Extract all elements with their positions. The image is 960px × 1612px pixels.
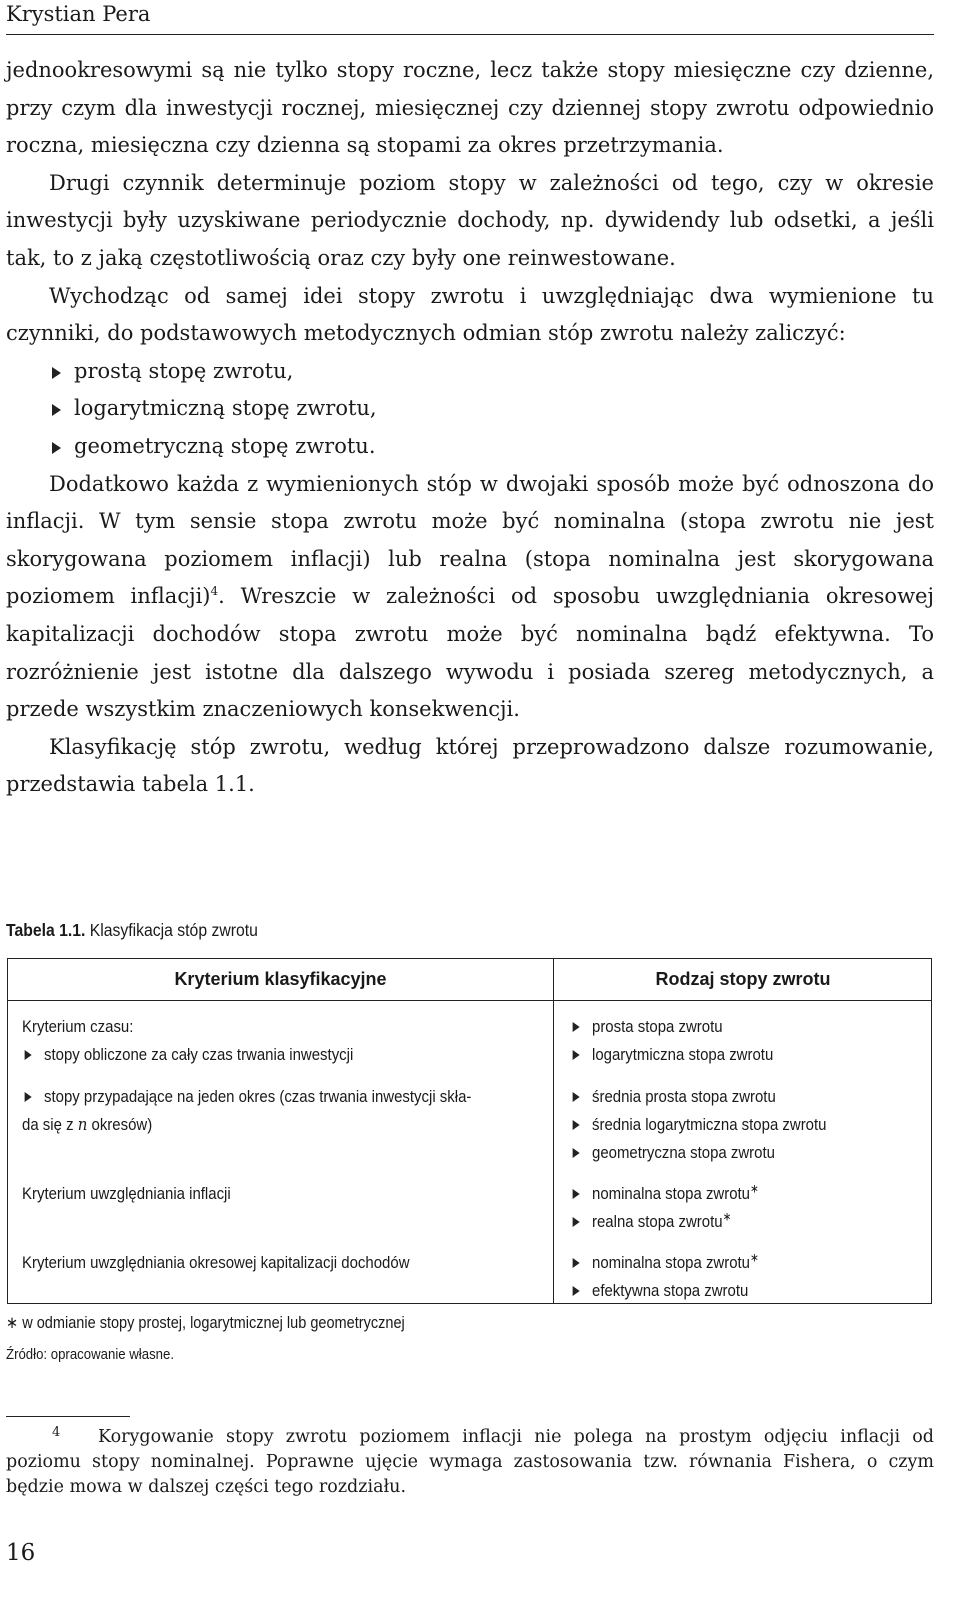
time-item-2-line-2 xyxy=(22,1111,471,1139)
list-item xyxy=(570,1180,759,1208)
cell-rates-per-period xyxy=(570,1083,826,1167)
list-item: geometryczną stopę zwrotu. xyxy=(50,428,934,466)
asterisk-mark: ∗ xyxy=(6,1314,19,1332)
list-item: logarytmiczną stopę zwrotu, xyxy=(50,390,934,428)
list-item: prostą stopę zwrotu, xyxy=(50,353,934,391)
cell-time-criterion-per-period xyxy=(22,1083,471,1139)
time-criterion-list-1 xyxy=(22,1041,353,1069)
table-label: Tabela 1.1. xyxy=(6,920,86,940)
paragraph-2: Drugi czynnik determinuje poziom stopy w zależności od tego, czy w okresie inwestycji były uzyskiwane periodycznie dochody, np. dywidendy lub odsetki, a jeśli tak, to z jaką częstotliwością oraz czy były one reinwestowane. xyxy=(6,170,934,270)
list-item: średnia logarytmiczna stopa zwrotu xyxy=(570,1111,826,1139)
paragraph-5: Klasyfikację stóp zwrotu, według której przeprowadzono dalsze rozumowanie, przedstawia tabela 1.1. xyxy=(6,734,934,797)
table-note-text: w odmianie stopy prostej, logarytmicznej lub geometrycznej xyxy=(22,1314,405,1332)
table-caption xyxy=(6,920,258,941)
header-rule xyxy=(6,34,934,35)
table-note xyxy=(6,1313,405,1333)
list-item: średnia prosta stopa zwrotu xyxy=(570,1083,826,1111)
asterisk-mark: ∗ xyxy=(750,1181,759,1196)
time-criterion-list-2 xyxy=(22,1083,471,1111)
table-header-divider xyxy=(8,1000,931,1001)
paragraph-4 xyxy=(6,466,934,729)
time-item-2-line-1: stopy przypadające na jeden okres (czas trwania inwestycji skła- xyxy=(44,1087,472,1106)
classification-table xyxy=(7,958,932,1304)
footnote xyxy=(6,1420,934,1500)
table-caption-text: Klasyfikacja stóp zwrotu xyxy=(89,920,258,940)
table-header-rate-type: Rodzaj stopy zwrotu xyxy=(655,969,831,989)
cell-inflation-rates xyxy=(570,1180,759,1236)
asterisk-mark: ∗ xyxy=(722,1209,732,1224)
table-header-criterion: Kryterium klasyfikacyjne xyxy=(174,969,387,989)
time-criterion-label: Kryterium czasu: xyxy=(22,1017,134,1036)
cell-time-criterion xyxy=(22,1013,353,1069)
rate-type-list xyxy=(6,353,934,466)
inflation-rates-list xyxy=(570,1180,759,1236)
paragraph-4-part-2: . Wreszcie w zależności od sposobu uwzględniania okresowej kapitalizacji dochodów stopa zwrotu może być nominalna bądź efektywna. To rozróżnienie jest istotne dla dalszego wywodu i posiada szereg metodycznych, a przede wszystkim znaczeniowych konsekwencji. xyxy=(6,584,934,722)
footnote-reference[interactable]: 4 xyxy=(210,584,219,599)
list-item: geometryczna stopa zwrotu xyxy=(570,1139,826,1167)
paragraph-1: jednookresowymi są nie tylko stopy roczne, lecz także stopy miesięczne czy dzienne, przy czym dla inwestycji rocznej, miesięcznej czy dziennej stopy zwrotu odpowiednio roczna, miesięczna czy dzienna są stopami za okres przetrzymania. xyxy=(6,58,934,158)
cell-inflation-criterion: Kryterium uwzględniania inflacji xyxy=(22,1184,231,1203)
rates-whole-period-list xyxy=(570,1013,773,1069)
list-item: stopy obliczone za cały czas trwania inwestycji xyxy=(22,1041,353,1069)
running-header-author: Krystian Pera xyxy=(6,2,151,26)
variable-n: n xyxy=(77,1115,88,1135)
rates-per-period-list xyxy=(570,1083,826,1167)
rate-name: realna stopa zwrotu xyxy=(592,1212,723,1231)
list-item: efektywna stopa zwrotu xyxy=(570,1277,759,1305)
cell-rates-whole-period xyxy=(570,1013,773,1069)
footnote-text: Korygowanie stopy zwrotu poziomem inflacji nie polega na prostym odjęciu inflacji od poziomu stopy nominalnej. Poprawne ujęcie wymaga zastosowania tzw. równania Fishera, o czym będzie mowa w dalszej części tego rozdziału. xyxy=(6,1427,934,1497)
page-number: 16 xyxy=(6,1540,36,1566)
footnote-mark: 4 xyxy=(52,1425,61,1440)
paragraph-3: Wychodząc od samej idei stopy zwrotu i uwzględniając dwa wymienione tu czynniki, do podstawowych metodycznych odmian stóp zwrotu należy zaliczyć: xyxy=(6,283,934,346)
asterisk-mark: ∗ xyxy=(750,1250,759,1265)
list-item xyxy=(570,1208,759,1236)
table-source: Źródło: opracowanie własne. xyxy=(6,1346,175,1363)
rate-name: nominalna stopa zwrotu xyxy=(592,1184,751,1203)
cell-capitalization-rates xyxy=(570,1249,759,1305)
cell-capitalization-criterion: Kryterium uwzględniania okresowej kapitalizacji dochodów xyxy=(22,1253,410,1272)
list-item xyxy=(22,1083,471,1111)
list-item: prosta stopa zwrotu xyxy=(570,1013,773,1041)
table-column-divider xyxy=(553,959,554,1303)
list-item: logarytmiczna stopa zwrotu xyxy=(570,1041,773,1069)
paragraph-4-part-1: Dodatkowo każda z wymienionych stóp w dwojaki sposób może być odnoszona do inflacji. W tym sensie stopa zwrotu może być nominalna (stopa zwrotu nie jest skorygowana poziomem inflacji) lub realna (stopa nominalna jest skorygowana poziomem inflacji) xyxy=(6,471,934,609)
rate-name: nominalna stopa zwrotu xyxy=(592,1253,751,1272)
time-item-2-text: da się z xyxy=(22,1115,78,1134)
footnote-rule xyxy=(6,1416,130,1417)
capitalization-rates-list xyxy=(570,1249,759,1305)
time-item-2-text-end: okresów) xyxy=(87,1115,153,1134)
list-item xyxy=(570,1249,759,1277)
body-text xyxy=(6,52,934,804)
